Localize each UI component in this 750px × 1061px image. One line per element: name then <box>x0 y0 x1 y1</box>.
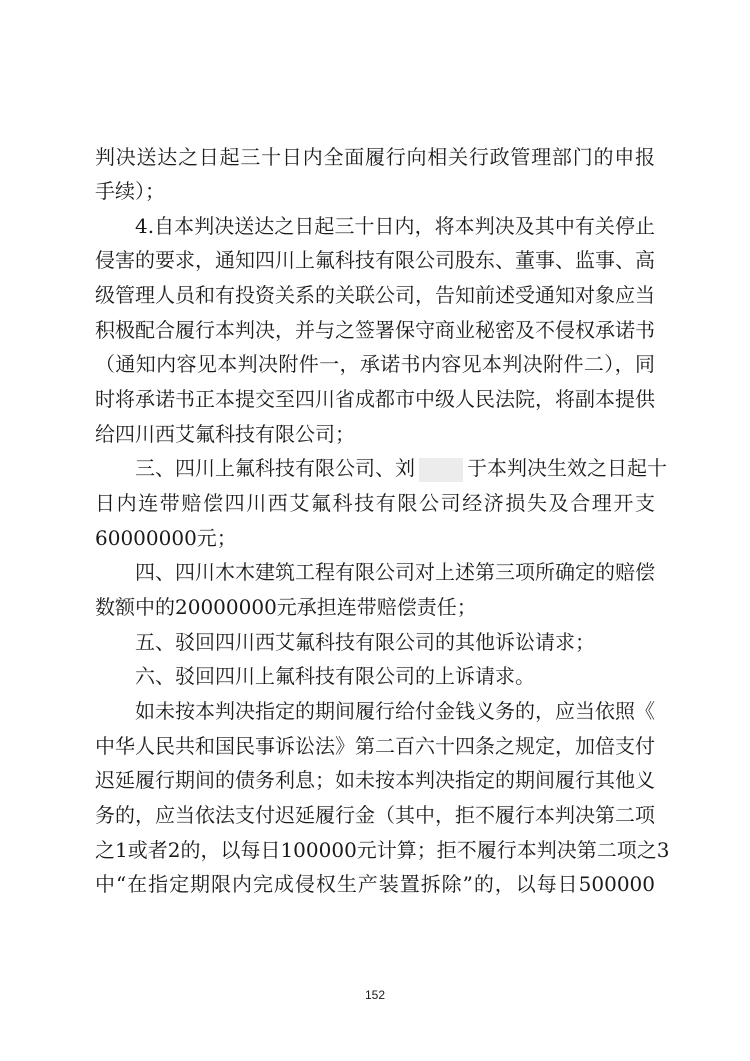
redaction-block <box>419 458 463 482</box>
text-line: 中华人民共和国民事诉讼法》第二百六十四条之规定，加倍支付 <box>95 734 655 758</box>
text-line: 四、四川木木建筑工程有限公司对上述第三项所确定的赔偿 <box>135 560 655 584</box>
text-line: 数额中的20000000元承担连带赔偿责任； <box>95 595 477 619</box>
text-line: 手续）； <box>95 179 165 203</box>
text-line: 时将承诺书正本提交至四川省成都市中级人民法院，将副本提供 <box>95 387 655 411</box>
text-line: 级管理人员和有投资关系的关联公司，告知前述受通知对象应当 <box>95 283 655 307</box>
text-line: 给四川西艾氟科技有限公司； <box>95 422 355 446</box>
text-segment: 于本判决生效之日起十 <box>467 456 667 480</box>
page-number: 152 <box>364 988 386 1002</box>
text-line: 五、驳回四川西艾氟科技有限公司的其他诉讼请求； <box>135 630 595 654</box>
text-line: 60000000元； <box>95 526 237 550</box>
text-line: 如未按本判决指定的期间履行给付金钱义务的，应当依照《 <box>135 699 655 723</box>
text-segment: 三、四川上氟科技有限公司、刘 <box>135 456 415 480</box>
text-line: 判决送达之日起三十日内全面履行向相关行政管理部门的申报 <box>95 145 655 169</box>
text-line: 迟延履行期间的债务利息；如未按本判决指定的期间履行其他义 <box>95 768 655 792</box>
text-line: 六、驳回四川上氟科技有限公司的上诉请求。 <box>135 664 535 688</box>
text-line: 4.自本判决送达之日起三十日内，将本判决及其中有关停止 <box>135 214 655 238</box>
text-line: 日内连带赔偿四川西艾氟科技有限公司经济损失及合理开支 <box>95 491 655 515</box>
text-line-redacted <box>135 451 667 485</box>
text-line: （通知内容见本判决附件一，承诺书内容见本判决附件二），同 <box>95 352 655 376</box>
text-line: 中“在指定期限内完成侵权生产装置拆除”的，以每日500000 <box>95 872 655 896</box>
text-line: 务的，应当依法支付迟延履行金（其中，拒不履行本判决第二项 <box>95 803 655 827</box>
text-line: 积极配合履行本判决，并与之签署保守商业秘密及不侵权承诺书 <box>95 318 655 342</box>
text-line: 之1或者2的，以每日100000元计算；拒不履行本判决第二项之3 <box>95 838 670 862</box>
text-line: 侵害的要求，通知四川上氟科技有限公司股东、董事、监事、高 <box>95 248 655 272</box>
